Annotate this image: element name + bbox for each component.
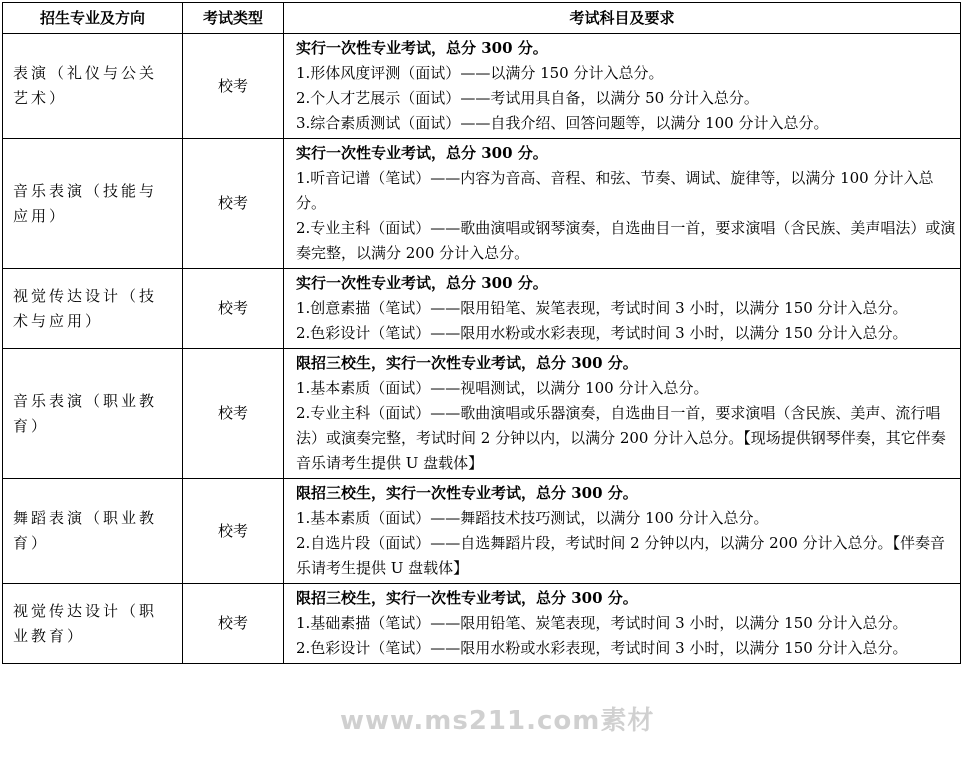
- table-row: [3, 34, 961, 139]
- requirement-item: 1.听音记谱（笔试）——内容为音高、音程、和弦、节奏、调试、旋律等，以满分 100 分计入总分。: [296, 169, 934, 212]
- requirements-cell: [284, 269, 961, 349]
- table-row: [3, 479, 961, 584]
- table-row: [3, 584, 961, 664]
- requirement-item: 1.基础素描（笔试）——限用铅笔、炭笔表现，考试时间 3 小时，以满分 150 分计入总分。: [296, 614, 908, 632]
- header-exam-type: 考试类型: [183, 3, 284, 34]
- requirement-summary: 限招三校生，实行一次性专业考试，总分 300 分。: [296, 354, 638, 372]
- major-cell: 音乐表演（职业教育）: [3, 349, 183, 479]
- major-cell: 表演（礼仪与公关艺术）: [3, 34, 183, 139]
- requirement-item: 3.综合素质测试（面试）——自我介绍、回答问题等，以满分 100 分计入总分。: [296, 114, 829, 132]
- major-cell: 视觉传达设计（技术与应用）: [3, 269, 183, 349]
- header-subjects: 考试科目及要求: [284, 3, 961, 34]
- requirements-cell: [284, 479, 961, 584]
- requirement-summary: 限招三校生，实行一次性专业考试，总分 300 分。: [296, 484, 638, 502]
- table-row: [3, 269, 961, 349]
- requirement-summary: 实行一次性专业考试，总分 300 分。: [296, 39, 548, 57]
- table-body: [3, 34, 961, 664]
- requirement-item: 2.专业主科（面试）——歌曲演唱或钢琴演奏，自选曲目一首，要求演唱（含民族、美声唱法）或演奏完整，以满分 200 分计入总分。: [296, 219, 956, 262]
- requirements-cell: [284, 139, 961, 269]
- requirement-summary: 限招三校生，实行一次性专业考试，总分 300 分。: [296, 589, 638, 607]
- table-row: [3, 349, 961, 479]
- requirement-item: 1.基本素质（面试）——舞蹈技术技巧测试，以满分 100 分计入总分。: [296, 509, 769, 527]
- exam-type-cell: 校考: [183, 139, 284, 269]
- exam-type-cell: 校考: [183, 584, 284, 664]
- requirements-cell: [284, 349, 961, 479]
- requirement-summary: 实行一次性专业考试，总分 300 分。: [296, 144, 548, 162]
- header-row: [3, 3, 961, 34]
- exam-type-cell: 校考: [183, 34, 284, 139]
- major-cell: 舞蹈表演（职业教育）: [3, 479, 183, 584]
- requirement-item: 2.色彩设计（笔试）——限用水粉或水彩表现，考试时间 3 小时，以满分 150 分计入总分。: [296, 324, 908, 342]
- watermark-text: www.ms211.com素材: [340, 706, 655, 736]
- requirement-item: 2.个人才艺展示（面试）——考试用具自备，以满分 50 分计入总分。: [296, 89, 759, 107]
- header-major: 招生专业及方向: [3, 3, 183, 34]
- requirement-item: 1.创意素描（笔试）——限用铅笔、炭笔表现，考试时间 3 小时，以满分 150 分计入总分。: [296, 299, 908, 317]
- requirement-item: 2.色彩设计（笔试）——限用水粉或水彩表现，考试时间 3 小时，以满分 150 分计入总分。: [296, 639, 908, 657]
- requirement-item: 1.基本素质（面试）——视唱测试，以满分 100 分计入总分。: [296, 379, 709, 397]
- requirements-cell: [284, 34, 961, 139]
- major-cell: 音乐表演（技能与应用）: [3, 139, 183, 269]
- exam-type-cell: 校考: [183, 479, 284, 584]
- admission-exam-table: [2, 2, 961, 664]
- requirement-item: 2.专业主科（面试）——歌曲演唱或乐器演奏，自选曲目一首，要求演唱（含民族、美声、流行唱法）或演奏完整，考试时间 2 分钟以内，以满分 200 分计入总分。【现场提供钢琴伴奏，其它伴奏音乐请考生提供 U 盘载体】: [296, 404, 946, 472]
- exam-type-cell: 校考: [183, 269, 284, 349]
- requirement-item: 2.自选片段（面试）——自选舞蹈片段，考试时间 2 分钟以内，以满分 200 分计入总分。【伴奏音乐请考生提供 U 盘载体】: [296, 534, 946, 577]
- exam-type-cell: 校考: [183, 349, 284, 479]
- requirement-summary: 实行一次性专业考试，总分 300 分。: [296, 274, 548, 292]
- requirement-item: 1.形体风度评测（面试）——以满分 150 分计入总分。: [296, 64, 664, 82]
- table-row: [3, 139, 961, 269]
- requirements-cell: [284, 584, 961, 664]
- major-cell: 视觉传达设计（职业教育）: [3, 584, 183, 664]
